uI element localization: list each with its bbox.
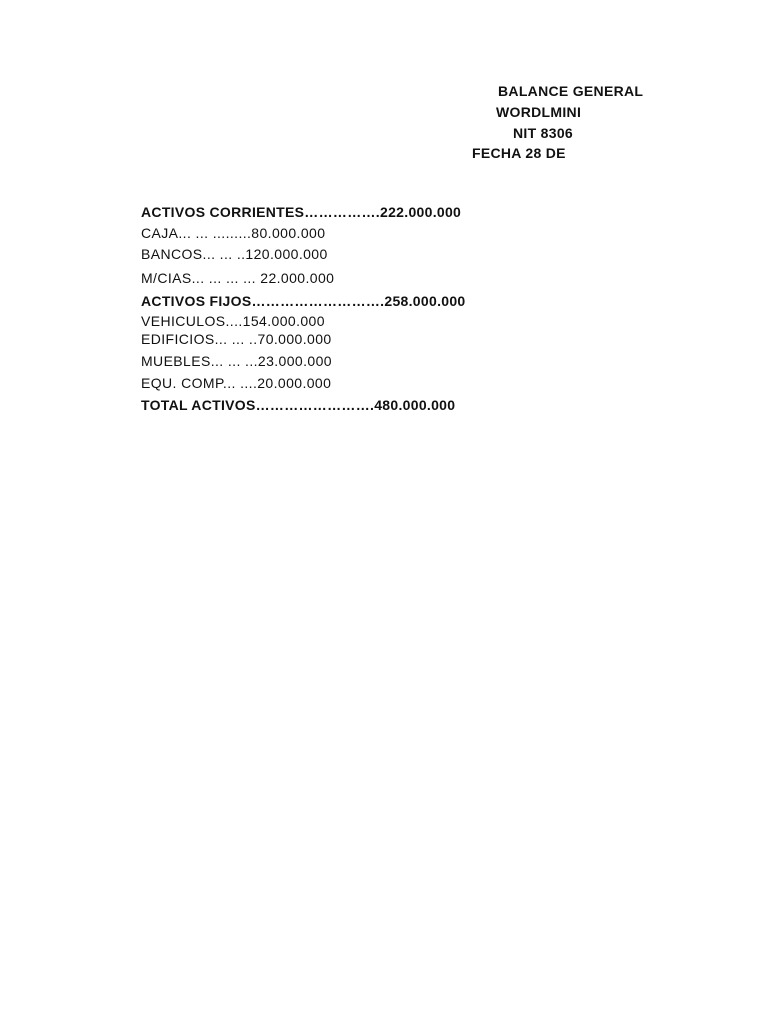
- document-header: [0, 0, 768, 200]
- header-company-name: WORDLMINI: [496, 104, 582, 120]
- header-date: FECHA 28 DE: [472, 145, 566, 161]
- furniture-line: MUEBLES... ... ...23.000.000: [141, 353, 332, 369]
- cash-line: CAJA... ... .........80.000.000: [141, 225, 326, 241]
- header-title: BALANCE GENERAL: [498, 83, 644, 99]
- buildings-line: EDIFICIOS... ... ..70.000.000: [141, 331, 332, 347]
- current-assets-total: ACTIVOS CORRIENTES…………….222.000.000: [141, 204, 462, 220]
- computer-equipment-line: EQU. COMP... ....20.000.000: [141, 375, 332, 391]
- total-assets-line: TOTAL ACTIVOS…………………….480.000.000: [141, 397, 456, 413]
- header-nit: NIT 8306: [513, 125, 573, 141]
- fixed-assets-total: ACTIVOS FIJOS……………………….258.000.000: [141, 293, 466, 309]
- banks-line: BANCOS... ... ..120.000.000: [141, 246, 328, 262]
- merchandise-line: M/CIAS... ... ... ... 22.000.000: [141, 270, 335, 286]
- vehicles-line: VEHICULOS....154.000.000: [141, 313, 325, 329]
